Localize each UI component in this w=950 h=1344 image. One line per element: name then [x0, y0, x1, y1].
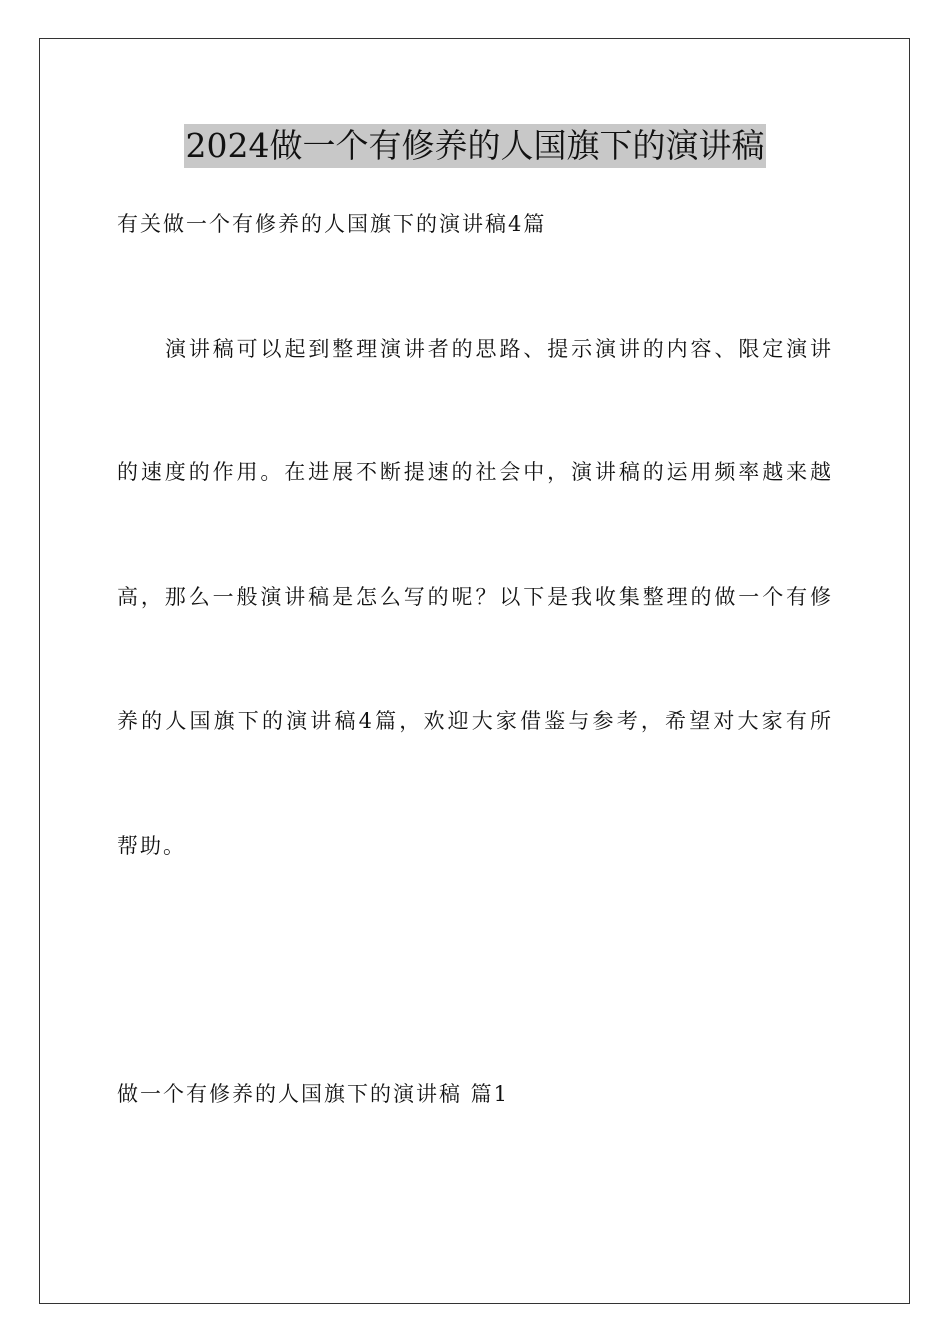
- paragraph-line: 帮助。: [117, 834, 186, 858]
- section-heading: 做一个有修养的人国旗下的演讲稿 篇1: [117, 1082, 510, 1106]
- paragraph-line: 高，那么一般演讲稿是怎么写的呢？以下是我收集整理的做一个有修: [117, 585, 833, 609]
- document-subtitle: 有关做一个有修养的人国旗下的演讲稿4篇: [117, 212, 547, 236]
- document-title: 2024做一个有修养的人国旗下的演讲稿: [184, 124, 767, 168]
- title-container: [0, 124, 950, 168]
- paragraph-line: 的速度的作用。在进展不断提速的社会中，演讲稿的运用频率越来越: [117, 460, 833, 484]
- paragraph-line: 演讲稿可以起到整理演讲者的思路、提示演讲的内容、限定演讲: [165, 337, 833, 361]
- paragraph-line: 养的人国旗下的演讲稿4篇，欢迎大家借鉴与参考，希望对大家有所: [117, 709, 833, 733]
